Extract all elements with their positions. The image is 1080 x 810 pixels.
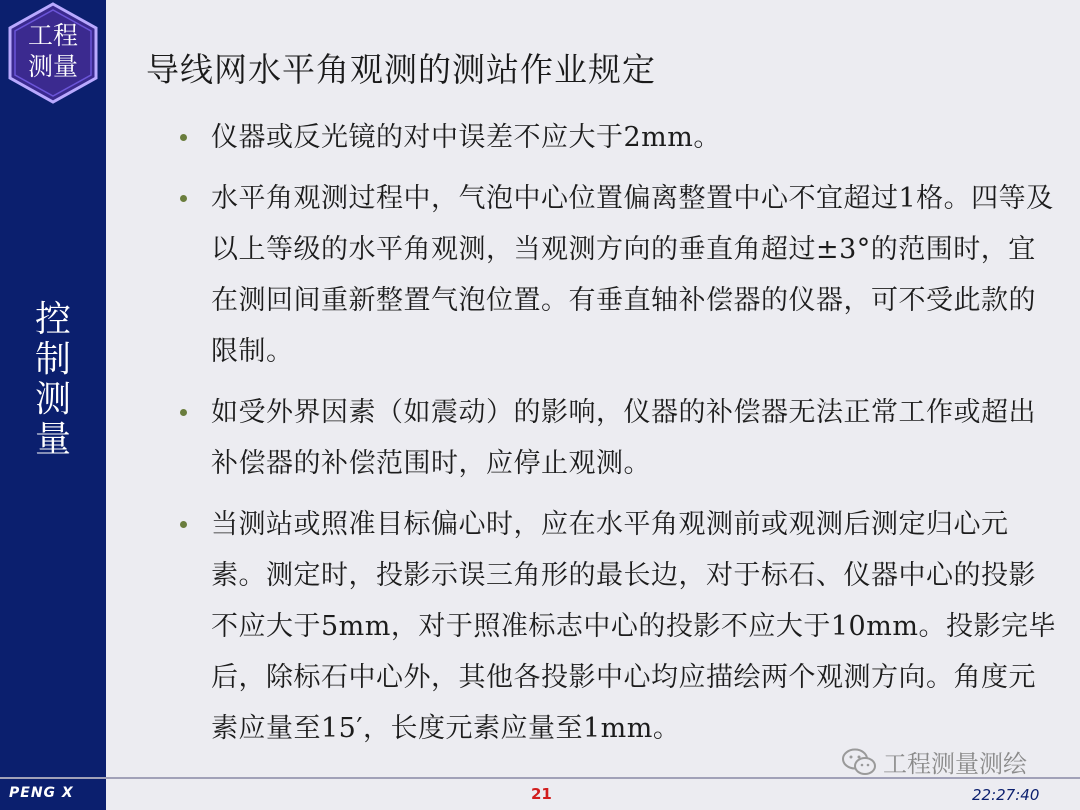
vertical-title-char: 控	[34, 299, 71, 340]
watermark	[841, 744, 1027, 779]
bullet-text: 如受外界因素（如震动）的影响，仪器的补偿器无法正常工作或超出补偿器的补偿范围时，应停止观测。	[211, 397, 1036, 479]
bullet-item	[180, 499, 1060, 754]
bullet-text: 仪器或反光镜的对中误差不应大于2mm。	[211, 122, 721, 153]
bullet-dot-icon	[180, 409, 187, 416]
hexagon-badge	[7, 2, 99, 104]
bullet-dot-icon	[180, 134, 187, 141]
watermark-text: 工程测量测绘	[883, 750, 1027, 778]
bullet-text: 当测站或照准目标偏心时，应在水平角观测前或观测后测定归心元素。测定时，投影示误三角形的最长边，对于标石、仪器中心的投影不应大于5mm，对于照准标志中心的投影不应大于10mm。投影完毕后，除标石中心外，其他各投影中心均应描绘两个观测方向。角度元素应量至15′，长度元素应量至1mm。	[211, 509, 1056, 744]
bullet-dot-icon	[180, 521, 187, 528]
vertical-title-char: 量	[34, 419, 71, 460]
slide-title: 导线网水平角观测的测站作业规定	[146, 50, 656, 89]
clock-time: 22:27:40	[972, 786, 1040, 804]
bullet-dot-icon	[180, 195, 187, 202]
bullet-text: 水平角观测过程中，气泡中心位置偏离整置中心不宜超过1格。四等及以上等级的水平角观测，当观测方向的垂直角超过±3°的范围时，宜在测回间重新整置气泡位置。有垂直轴补偿器的仪器，可不受此款的限制。	[211, 183, 1054, 367]
vertical-title-char: 测	[34, 379, 71, 420]
wechat-icon	[841, 747, 877, 777]
author-label: PENG X	[9, 785, 74, 801]
badge-text: 工程 测量	[27, 21, 78, 81]
bullet-item	[180, 387, 1060, 489]
sidebar	[0, 0, 106, 810]
bullet-item	[180, 112, 1060, 163]
bullet-item	[180, 173, 1060, 377]
bullet-list	[180, 112, 1060, 764]
vertical-section-title	[0, 300, 106, 460]
page-number: 21	[531, 785, 552, 803]
vertical-title-char: 制	[34, 339, 71, 380]
